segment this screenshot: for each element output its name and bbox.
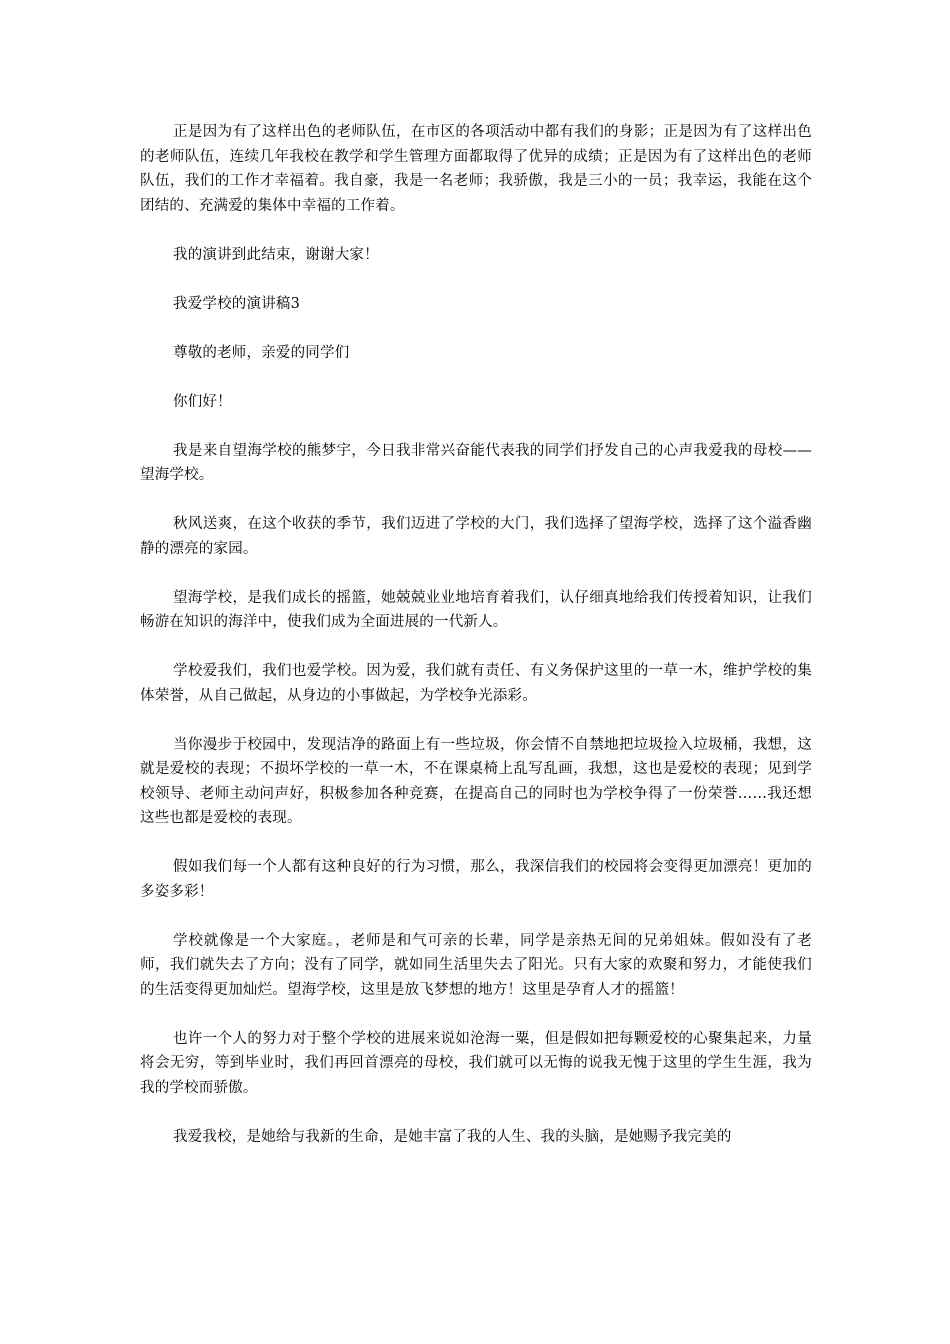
paragraph-autumn: 秋风送爽，在这个收获的季节，我们迈进了学校的大门，我们选择了望海学校，选择了这个溢香幽静的漂亮的家园。 [140,516,812,557]
paragraph-campus-behavior: 当你漫步于校园中，发现洁净的路面上有一些垃圾，你会情不自禁地把垃圾捡入垃圾桶，我想，这就是爱校的表现；不损坏学校的一草一木，不在课桌椅上乱写乱画，我想，这也是爱校的表现；见到学校领导、老师主动问声好，积极参加各种竞赛，在提高自己的同时也为学校争得了一份荣誉……我还想这些也都是爱校的表现。 [140,736,812,826]
paragraph-big-family: 学校就像是一个大家庭。，老师是和气可亲的长辈，同学是亲热无间的兄弟姐妹。假如没有了老师，我们就失去了方向；没有了同学，就如同生活里失去了阳光。只有大家的欢聚和努力，才能使我们的生活变得更加灿烂。望海学校，这里是放飞梦想的地方！这里是孕育人才的摇篮！ [140,932,812,998]
paragraph-i-love-my-school: 我爱我校，是她给与我新的生命，是她丰富了我的人生、我的头脑，是她赐予我完美的 [173,1128,732,1145]
paragraph-introduction: 我是来自望海学校的熊梦宇，今日我非常兴奋能代表我的同学们抒发自己的心声我爱我的母校——望海学校。 [140,442,812,483]
greeting: 你们好！ [173,393,232,410]
paragraph-good-habits: 假如我们每一个人都有这种良好的行为习惯，那么，我深信我们的校园将会变得更加漂亮！更加的多姿多彩！ [140,859,812,900]
paragraph-effort: 也许一个人的努力对于整个学校的进展来说如沧海一粟，但是假如把每颗爱校的心聚集起来，力量将会无穷，等到毕业时，我们再回首漂亮的母校，我们就可以无悔的说我无愧于这里的学生生涯，我为我的学校而骄傲。 [140,1030,812,1096]
paragraph-closing-thanks: 我的演讲到此结束，谢谢大家！ [173,246,379,263]
paragraph-cradle: 望海学校，是我们成长的摇篮，她兢兢业业地培育着我们，认仔细真地给我们传授着知识，让我们畅游在知识的海洋中，使我们成为全面进展的一代新人。 [140,589,812,630]
speech-title: 我爱学校的演讲稿3 [173,295,301,312]
document-page [140,120,812,1149]
paragraph-teacher-team: 正是因为有了这样出色的老师队伍，在市区的各项活动中都有我们的身影；正是因为有了这样出色的老师队伍，连续几年我校在教学和学生管理方面都取得了优异的成绩；正是因为有了这样出色的老师队伍，我们的工作才幸福着。我自豪，我是一名老师；我骄傲，我是三小的一员；我幸运，我能在这个团结的、充满爱的集体中幸福的工作着。 [140,124,812,214]
salutation: 尊敬的老师，亲爱的同学们 [173,344,350,361]
paragraph-love-school: 学校爱我们，我们也爱学校。因为爱，我们就有责任、有义务保护这里的一草一木，维护学校的集体荣誉，从自己做起，从身边的小事做起，为学校争光添彩。 [140,663,812,704]
